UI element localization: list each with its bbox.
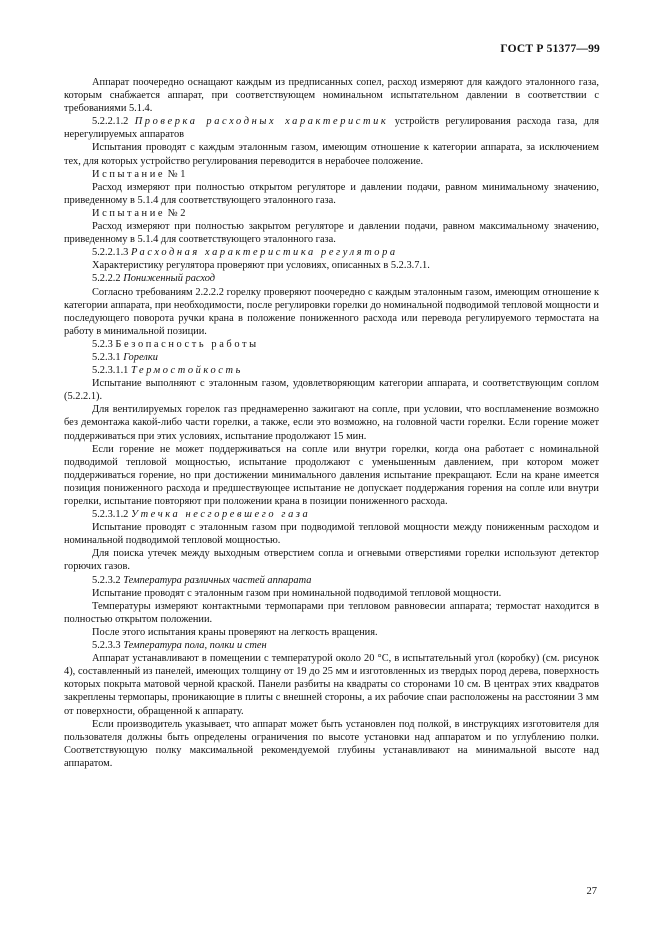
clause-text: устройств регулирования расхода газа, для нерегулируемых аппаратов — [64, 116, 599, 141]
clause-number: 5.2.3.1.2 — [92, 509, 129, 521]
clause-number: 5.2.2.2 — [92, 273, 121, 285]
clause-title: Проверка расходных характеристик — [134, 116, 389, 128]
paragraph: Для поиска утечек между выходным отверстием сопла и огневыми отверстиями горелки используют детектор горючих газов. — [64, 548, 599, 573]
clause-title: Расходная характеристика регулятора — [130, 247, 398, 259]
paragraph: Испытание выполняют с эталонным газом, удовлетворяющим категории аппарата, и соответствующим соплом (5.2.2.1). — [64, 378, 599, 403]
clause-title: Безопасность работы — [115, 338, 259, 350]
clause-title: Пониженный расход — [123, 273, 216, 285]
clause-heading — [64, 574, 599, 587]
paragraph: Расход измеряют при полностью закрытом регуляторе и давлении подачи, равном максимальному значению, приведенному в 5.1.4 для соответствующего эталонного газа. — [64, 221, 599, 246]
clause-number: 5.2.3 — [92, 338, 113, 350]
paragraph: После этого испытания краны проверяют на легкость вращения. — [92, 626, 378, 638]
section-heading — [64, 338, 599, 351]
clause-title: Температура различных частей аппарата — [123, 574, 312, 586]
clause-number: 5.2.3.1 — [92, 351, 121, 363]
clause-number: 5.2.2.1.2 — [92, 116, 129, 128]
clause-number: 5.2.3.1.1 — [92, 365, 129, 377]
paragraph: Испытания проводят с каждым эталонным газом, имеющим отношение к категории аппарата, за исключением тех, для которых устройство регулирования переводится в нерабочее положение. — [64, 142, 599, 167]
paragraph: Аппарат устанавливают в помещении с температурой около 20 °С, в испытательный угол (коробку) (см. рисунок 4), составленный из панелей, имеющих толщину от 19 до 25 мм и изготовленных из твердых пород дерева, поверхность которых покрыта матовой черной краской. Панели разбиты на квадраты со сторонами 10 см. В центрах этих квадратов закреплены термопары, проникающие в плиты с внешней стороны, а их рабочие спаи расположены на расстоянии 3 мм от поверхности, обращенной к аппарату. — [64, 653, 599, 717]
paragraph: Аппарат поочередно оснащают каждым из предписанных сопел, расход измеряют для каждого эталонного газа, которым снабжается аппарат, при соответствующем номинальном испытательном давлении в соответствии с требованиями 5.1.4. — [64, 77, 599, 115]
clause-title: Утечка несгоревшего газа — [130, 509, 311, 521]
clause-title: Термостойкость — [130, 365, 243, 377]
clause-title: Горелки — [123, 351, 158, 363]
clause-heading — [64, 639, 599, 652]
paragraph: Характеристику регулятора проверяют при условиях, описанных в 5.2.3.7.1. — [92, 260, 430, 272]
clause-title: Температура пола, полки и стен — [123, 640, 267, 652]
clause-heading — [64, 364, 599, 377]
clause-heading — [64, 272, 599, 285]
clause-heading — [64, 246, 599, 259]
clause-heading — [64, 115, 599, 141]
clause-number: 5.2.3.2 — [92, 574, 121, 586]
test-heading — [64, 207, 599, 220]
test-title: Испытание — [92, 207, 166, 219]
paragraph: Температуры измеряют контактными термопарами при тепловом равновесии аппарата; термостат находится в полностью открытом положении. — [64, 600, 599, 625]
page-number: 27 — [586, 886, 597, 897]
test-heading — [64, 168, 599, 181]
test-number: № 2 — [167, 207, 186, 219]
paragraph: Если производитель указывает, что аппарат может быть установлен под полкой, в инструкциях изготовителя для пользователя должны быть определены ограничения по высоте установки над аппаратом и по углублению полки. Соответствующую полку максимальной рекомендуемой глубины устанавливают на минимальной высоте над аппаратом. — [64, 718, 599, 769]
paragraph: Если горение не может поддерживаться на сопле или внутри горелки, когда она работает с номинальной подводимой тепловой мощностью, испытание продолжают с уменьшенным давлением, при котором может поддерживаться горение, но при достижении минимального давления испытание прекращают. Если на кране имеется позиция пониженного расхода и предшествующее испытание не допускает поддержания горения на сопле или внутри горелки, испытание повторяют при положении крана в позиции пониженного расхода. — [64, 443, 599, 507]
paragraph: Испытание проводят с эталонным газом при номинальной подводимой тепловой мощности. — [92, 587, 502, 599]
test-title: Испытание — [92, 168, 166, 180]
clause-number: 5.2.3.3 — [92, 640, 121, 652]
test-number: № 1 — [167, 168, 186, 180]
document-body — [64, 76, 599, 770]
clause-heading — [64, 351, 599, 364]
paragraph: Расход измеряют при полностью открытом регуляторе и давлении подачи, равном минимальному значению, приведенному в 5.1.4 для соответствующего эталонного газа. — [64, 181, 599, 206]
paragraph: Для вентилируемых горелок газ преднамеренно зажигают на сопле, при условии, что воспламенение возможно без демонтажа какой-либо части горелки, а также, если это возможно, на головной части горелки. Если горение может поддерживаться при этих условиях, испытание продолжают 15 мин. — [64, 404, 599, 442]
clause-heading — [64, 508, 599, 521]
clause-number: 5.2.2.1.3 — [92, 247, 129, 259]
document-id-header: ГОСТ Р 51377—99 — [500, 43, 600, 55]
paragraph: Испытание проводят с эталонным газом при подводимой тепловой мощности между пониженным расходом и номинальной подводимой тепловой мощностью. — [64, 522, 599, 547]
paragraph: Согласно требованиям 2.2.2.2 горелку проверяют поочередно с каждым эталонным газом, имеющим отношение к категории аппарата, при необходимости, после регулировки горелки до номинальной подводимой тепловой мощности и последующего поворота ручки крана в положение пониженного расхода или перевода регулируемого термостата на работу в минимальной позиции. — [64, 286, 599, 337]
